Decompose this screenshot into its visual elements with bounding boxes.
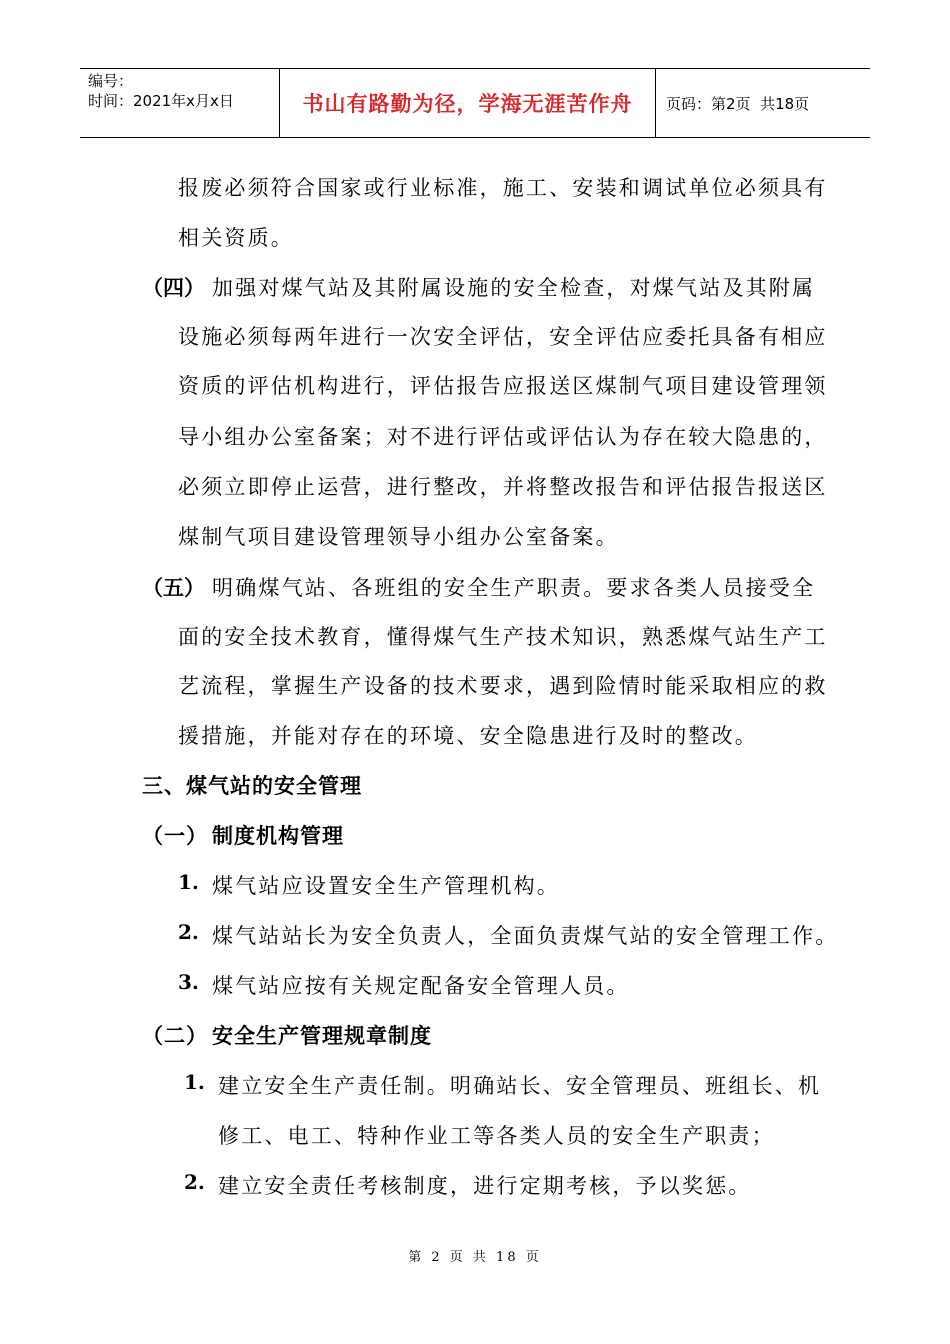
list-number: 2. [184, 1170, 205, 1194]
subsection-title: 安全生产管理规章制度 [212, 1024, 432, 1048]
paragraph-line: 艺流程，掌握生产设备的技术要求，遇到险情时能采取相应的救 [178, 674, 828, 698]
header-page-cell [656, 69, 870, 137]
list-number: 1. [184, 1070, 205, 1094]
header-motto-cell [280, 69, 656, 137]
paragraph-line: 设施必须每两年进行一次安全评估，安全评估应委托具备有相应 [178, 325, 828, 349]
page-label: 页码：第2页 共18页 [666, 94, 810, 113]
time-label: 时间：2021年x月x日 [88, 92, 234, 110]
page-header [80, 68, 870, 138]
paragraph-line: 必须立即停止运营，进行整改，并将整改报告和评估报告报送区 [178, 475, 828, 499]
paragraph-line: 相关资质。 [178, 226, 294, 250]
paragraph-line: 面的安全技术教育，懂得煤气生产技术知识，熟悉煤气站生产工 [178, 625, 828, 649]
list-item: 煤气站站长为安全负责人，全面负责煤气站的安全管理工作。 [212, 924, 839, 948]
page-footer: 第 2 页 共 18 页 [408, 1250, 542, 1265]
item-label: （四） [142, 275, 205, 300]
paragraph-line: 援措施，并能对存在的环境、安全隐患进行及时的整改。 [178, 724, 758, 748]
section-heading: 三、煤气站的安全管理 [142, 774, 362, 798]
motto: 书山有路勤为径，学海无涯苦作舟 [302, 92, 633, 116]
paragraph-line: 明确煤气站、各班组的安全生产职责。要求各类人员接受全 [212, 576, 816, 600]
paragraph-line: 加强对煤气站及其附属设施的安全检查，对煤气站及其附属 [212, 276, 816, 300]
list-item: 建立安全生产责任制。明确站长、安全管理员、班组长、机 [218, 1074, 822, 1098]
list-number: 2. [178, 920, 199, 944]
subsection-label: （二） [142, 1024, 208, 1048]
paragraph-line: 资质的评估机构进行，评估报告应报送区煤制气项目建设管理领 [178, 374, 828, 398]
item-label: （五） [142, 575, 205, 600]
paragraph-line: 煤制气项目建设管理领导小组办公室备案。 [178, 525, 619, 549]
header-meta [80, 69, 280, 137]
list-number: 1. [178, 870, 199, 894]
paragraph-line: 报废必须符合国家或行业标准，施工、安装和调试单位必须具有 [178, 176, 828, 200]
list-item: 修工、电工、特种作业工等各类人员的安全生产职责； [218, 1124, 775, 1148]
list-item: 煤气站应按有关规定配备安全管理人员。 [212, 974, 630, 998]
paragraph-line: 导小组办公室备案；对不进行评估或评估认为存在较大隐患的， [178, 425, 828, 449]
subsection-label: （一） [142, 824, 208, 848]
subsection-title: 制度机构管理 [212, 824, 344, 848]
list-number: 3. [178, 970, 199, 994]
number-label: 编号： [88, 72, 134, 90]
list-item: 建立安全责任考核制度，进行定期考核，予以奖惩。 [218, 1174, 752, 1198]
list-item: 煤气站应设置安全生产管理机构。 [212, 874, 560, 898]
